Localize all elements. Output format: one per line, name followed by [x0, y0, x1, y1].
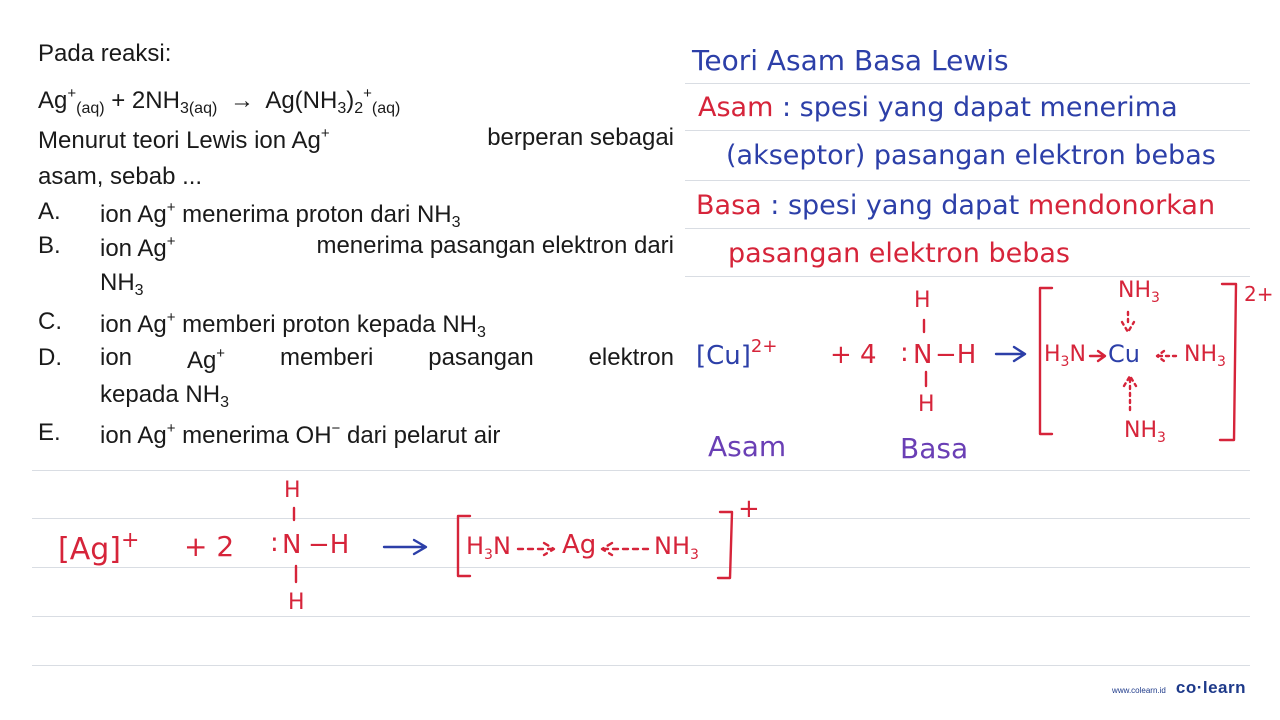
ag-product-center: Ag: [562, 530, 597, 560]
eq-arrow: →: [229, 87, 254, 114]
cu-nh3-h-bottom: H: [918, 392, 935, 417]
cu-plus4: + 4: [830, 340, 877, 370]
option-a-sub: 3: [451, 214, 461, 231]
option-e-sup: +: [166, 420, 176, 437]
ag-nh3-h-bottom: H: [288, 590, 305, 615]
complex-center-cu: Cu: [1108, 340, 1140, 368]
option-d-sub: 3: [220, 394, 229, 411]
option-a-p2: menerima proton dari NH: [175, 201, 452, 228]
option-a-sup: +: [166, 199, 176, 216]
ag-dative-right: [602, 543, 648, 555]
option-e-sup2: −: [331, 420, 341, 437]
asam-caption: Asam: [708, 430, 787, 463]
option-e-p3: dari pelarut air: [340, 422, 501, 449]
ag-product-n: N: [492, 532, 511, 560]
basa-def-1b: mendonorkan: [1027, 190, 1216, 221]
ag-bracket-left: [458, 516, 470, 576]
option-b-sup: +: [166, 233, 176, 250]
basa-def-2: pasangan elektron bebas: [728, 238, 1070, 269]
complex-bottom-sub: 3: [1157, 430, 1166, 446]
notes-title: Teori Asam Basa Lewis: [692, 44, 1009, 77]
option-letter: C.: [38, 308, 62, 335]
complex-right-text: NH: [1184, 342, 1217, 367]
stem-text-2: berperan sebagai: [487, 124, 674, 151]
ag-nh3-colon: :: [270, 528, 279, 558]
option-d-p3: pasangan: [428, 344, 534, 371]
option-letter: A.: [38, 198, 61, 225]
ag-nh3-h-top: H: [284, 478, 301, 503]
option-d-line2-text: kepada NH: [100, 381, 221, 408]
ag-product-h: H: [466, 532, 485, 560]
complex-top-text: NH: [1118, 278, 1151, 303]
eq-aq2: (aq): [371, 100, 401, 117]
complex-left-n: N: [1069, 342, 1086, 367]
ag-nh3-n: N: [282, 530, 302, 560]
ag-product-sub: 3: [484, 547, 493, 563]
cu-reaction-arrow: [996, 347, 1025, 361]
option-c-p2: memberi proton kepada NH: [175, 311, 477, 338]
option-d-sup: +: [216, 345, 226, 362]
option-b-line2-text: NH: [100, 269, 135, 296]
option-d-p1b: Ag: [186, 347, 217, 374]
option-d-p2: memberi: [279, 344, 374, 371]
option-e-p1: ion Ag: [100, 422, 167, 449]
footer-brand: [1112, 678, 1246, 698]
ag-product-right-text: NH: [654, 532, 690, 560]
option-letter: D.: [38, 344, 62, 371]
ag-product-right-sub: 3: [690, 547, 699, 563]
cu-complex-bracket-right: [1220, 284, 1236, 440]
basa-caption: Basa: [900, 432, 969, 465]
option-c-sub: 3: [476, 324, 486, 341]
eq-sub2: 2: [354, 100, 364, 117]
asam-def-1: : spesi yang dapat menerima: [781, 92, 1178, 123]
option-c-p1: ion Ag: [100, 311, 167, 338]
eq-ag: Ag: [38, 87, 68, 114]
option-letter: B.: [38, 232, 61, 259]
complex-charge: 2+: [1244, 282, 1274, 306]
eq-charge: +: [363, 85, 372, 102]
option-b-sub: 3: [134, 282, 144, 299]
ag-nh3-dash-h: −H: [308, 530, 350, 560]
stem-sup: +: [320, 125, 330, 142]
cu-dative-bottom: [1124, 376, 1136, 410]
complex-top-sub: 3: [1151, 290, 1160, 306]
ag-plus2: + 2: [184, 530, 235, 563]
cu-dative-right: [1157, 351, 1176, 361]
cu-text: [Cu]: [696, 341, 751, 371]
cu-nh3-colon: :: [900, 338, 909, 368]
option-e-p2: menerima OH: [175, 422, 332, 449]
cu-charge: 2+: [750, 336, 778, 357]
cu-nh3-h-top: H: [914, 288, 931, 313]
complex-bottom-text: NH: [1124, 418, 1157, 443]
option-b-p2: menerima pasangan elektron dari: [316, 232, 674, 259]
complex-left-h: H: [1044, 342, 1061, 367]
eq-plus-2nh: + 2NH: [111, 87, 180, 114]
eq-sub3: 3: [337, 100, 347, 117]
stem-text-1: Menurut teori Lewis ion Ag: [38, 127, 321, 154]
option-c-sup: +: [166, 309, 176, 326]
option-letter: E.: [38, 419, 61, 446]
eq-aq1: (aq): [76, 100, 105, 117]
eq-sub3aq: 3(aq): [179, 100, 218, 117]
cu-nh3-n: N: [913, 340, 933, 370]
option-d-p1: ion: [100, 344, 133, 371]
colearn-logo: co·learn: [1175, 678, 1246, 697]
ag-charge: +: [120, 528, 140, 553]
cu-dative-top: [1122, 312, 1134, 332]
ag-product-charge: +: [738, 494, 760, 524]
cu-nh3-dash-h: −H: [935, 340, 977, 370]
option-d-p4: elektron: [588, 344, 674, 371]
eq-ag-charge: +: [67, 85, 77, 102]
stem-text-3: asam, sebab ...: [38, 163, 203, 190]
eq-close: ): [346, 87, 355, 114]
intro-text: Pada reaksi:: [38, 40, 172, 67]
option-b-p1: ion Ag: [100, 235, 167, 262]
footer-url[interactable]: www.colearn.id: [1112, 686, 1166, 695]
complex-left-sub: 3: [1060, 354, 1070, 370]
cu-dative-left: [1090, 351, 1105, 361]
eq-complex: Ag(NH: [265, 87, 338, 114]
option-a-p1: ion Ag: [100, 201, 167, 228]
ag-dative-left: [518, 543, 554, 555]
complex-right-sub: 3: [1217, 354, 1226, 370]
ag-bracket-right: [718, 512, 732, 578]
ag-reaction-arrow: [384, 540, 426, 554]
basa-def-1: : spesi yang dapat: [770, 190, 1020, 221]
asam-def-2: (akseptor) pasangan elektron bebas: [726, 140, 1216, 171]
ag-text: [Ag]: [58, 532, 121, 567]
basa-label: Basa: [696, 190, 762, 221]
cu-complex-bracket-left: [1040, 288, 1052, 434]
asam-label: Asam: [698, 92, 774, 123]
